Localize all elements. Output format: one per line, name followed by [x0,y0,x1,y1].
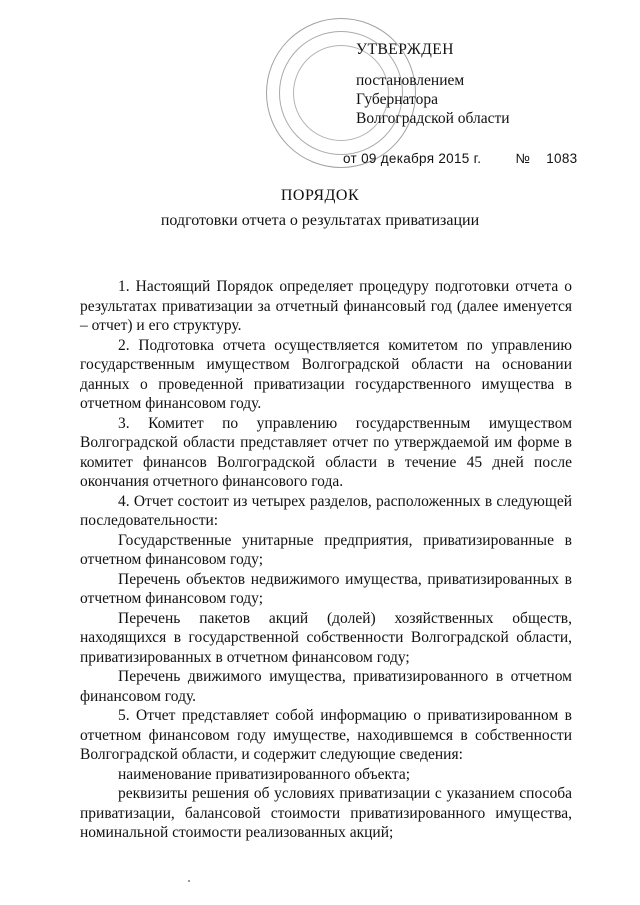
approval-title: УТВЕРЖДЕН [356,41,454,58]
paragraph: 2. Подготовка отчета осуществляется комитетом по управлению государственным имуществом Волгоградской области на основании данных о проведенной приватизации государственного имущества в отчетном финансовом году. [80,336,572,412]
document-subtitle: подготовки отчета о результатах приватизации [160,212,480,229]
date-prefix: от [343,151,357,166]
number-sign: № [515,151,531,166]
approval-date-line [343,151,577,166]
list-item: реквизиты решения об условиях приватизации с указанием способа приватизации, балансовой стоимости приватизированного имущества, номинальной стоимости реализованных акций; [80,785,572,841]
paragraph: 4. Отчет состоит из четырех разделов, расположенных в следующей последовательности: [80,492,572,529]
paragraph: 5. Отчет представляет собой информацию о приватизированном в отчетном финансовом году имуществе, находившемся в собственности Волгоградской области, и содержит следующие сведения: [80,707,572,763]
approval-line-decree: постановлением [356,72,465,89]
approval-line-governor: Губернатора [356,91,438,108]
paragraph: 3. Комитет по управлению государственным имуществом Волгоградской области представляет отчет по утверждаемой им форме в комитет финансов Волгоградской области в течение 45 дней после окончания отчетного финансового года. [80,414,572,490]
document-body [80,277,572,843]
list-item: Перечень движимого имущества, приватизированного в отчетном финансовом году. [80,668,572,705]
list-item: Государственные унитарные предприятия, приватизированные в отчетном финансовом году; [80,531,572,568]
decree-number: 1083 [546,151,578,166]
list-item: наименование приватизированного объекта; [118,765,411,783]
paragraph: 1. Настоящий Порядок определяет процедуру подготовки отчета о результатах приватизации за отчетный финансовый год (далее именуется – отчет) и его структуру. [80,278,572,334]
scan-dot [188,880,190,882]
approval-line-region: Волгоградской области [356,110,510,127]
document-title: ПОРЯДОК [280,187,360,204]
approval-block [356,40,596,128]
list-item: Перечень объектов недвижимого имущества, приватизированных в отчетном финансовом году; [80,570,572,607]
approval-date: 09 декабря 2015 г. [361,151,482,166]
list-item: Перечень пакетов акций (долей) хозяйственных обществ, находящихся в государственной собственности Волгоградской области, приватизированных в отчетном финансовом году; [80,609,572,666]
